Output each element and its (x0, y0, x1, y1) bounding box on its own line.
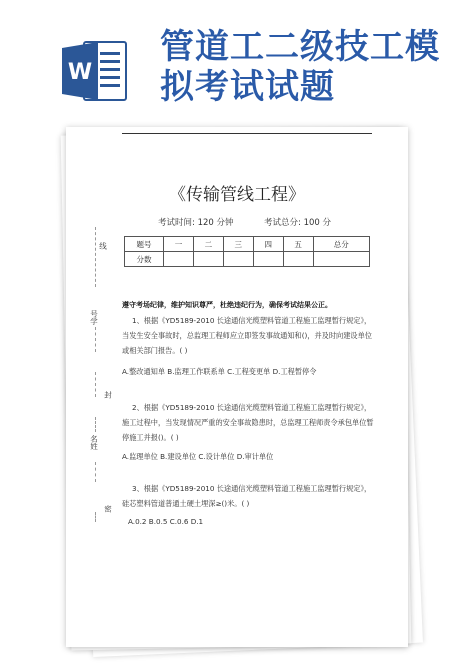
exam-paper (66, 127, 408, 647)
svg-text:W: W (67, 60, 93, 85)
exam-time: 考试时间: 120 分钟 (158, 218, 234, 228)
question-1 (122, 313, 378, 358)
exam-notice: 遵守考场纪律，维护知识尊严，杜绝违纪行为，确保考试结果公正。 (122, 301, 332, 309)
score-cell (283, 252, 313, 267)
table-cell: 总分 (313, 237, 369, 252)
document-title: 《传输管线工程》 (169, 185, 305, 205)
binding-line (95, 227, 96, 287)
banner (0, 0, 474, 125)
table-cell: 四 (253, 237, 283, 252)
binding-line (95, 417, 96, 432)
score-cell (164, 252, 194, 267)
table-cell: 二 (193, 237, 223, 252)
question-3 (122, 481, 378, 511)
top-rule (122, 133, 372, 134)
question-1-options: A.整改通知单 B.监理工作联系单 C.工程变更单 D.工程暂停令 (122, 367, 317, 376)
question-text: 1、根据《YD5189-2010 长途通信光缆塑料管道工程施工监理暂行规定》，当发生安全事故时，总监理工程师应立即签发事故通知和()，并及时向建设单位或相关部门报告。( ) (122, 316, 372, 355)
binding-line (95, 372, 96, 397)
binding-line (95, 512, 96, 522)
question-2 (122, 400, 378, 445)
table-row (125, 237, 370, 252)
side-label-seal: 封 (103, 391, 113, 399)
question-3-options: A.0.2 B.0.5 C.0.6 D.1 (128, 517, 204, 526)
side-label-line: 线 (98, 242, 108, 250)
banner-title-line-2: 拟考试试题 (160, 67, 335, 107)
binding-line (95, 462, 96, 482)
table-cell: 三 (223, 237, 253, 252)
table-cell: 五 (283, 237, 313, 252)
table-cell: 题号 (125, 237, 164, 252)
question-2-options: A.监理单位 B.建设单位 C.设计单位 D.审计单位 (122, 452, 274, 461)
banner-title-line-1: 管道工二级技工模 (160, 27, 440, 67)
table-row (125, 252, 370, 267)
score-cell (313, 252, 369, 267)
side-label-name: 名姓 (89, 435, 99, 450)
word-icon (62, 40, 128, 102)
question-text: 3、根据《YD5189-2010 长途通信光缆塑料管道工程施工监理暂行规定》，硅芯塑料管道普通土硬土埋深≥()米。( ) (122, 484, 372, 508)
score-cell (193, 252, 223, 267)
total-score: 考试总分: 100 分 (264, 218, 331, 228)
score-cell (253, 252, 283, 267)
table-cell: 分数 (125, 252, 164, 267)
score-table (124, 236, 370, 267)
side-label-student-id: 号学 (89, 310, 99, 325)
score-cell (223, 252, 253, 267)
binding-line (95, 327, 96, 352)
side-label-secret: 密 (103, 505, 113, 513)
question-text: 2、根据《YD5189-2010 长途通信光缆塑料管道工程施工监理暂行规定》，施工过程中，当发现情况严重的安全事故隐患时，总监理工程师责令承包单位暂停施工并报()。( ) (122, 403, 374, 442)
table-cell: 一 (164, 237, 194, 252)
